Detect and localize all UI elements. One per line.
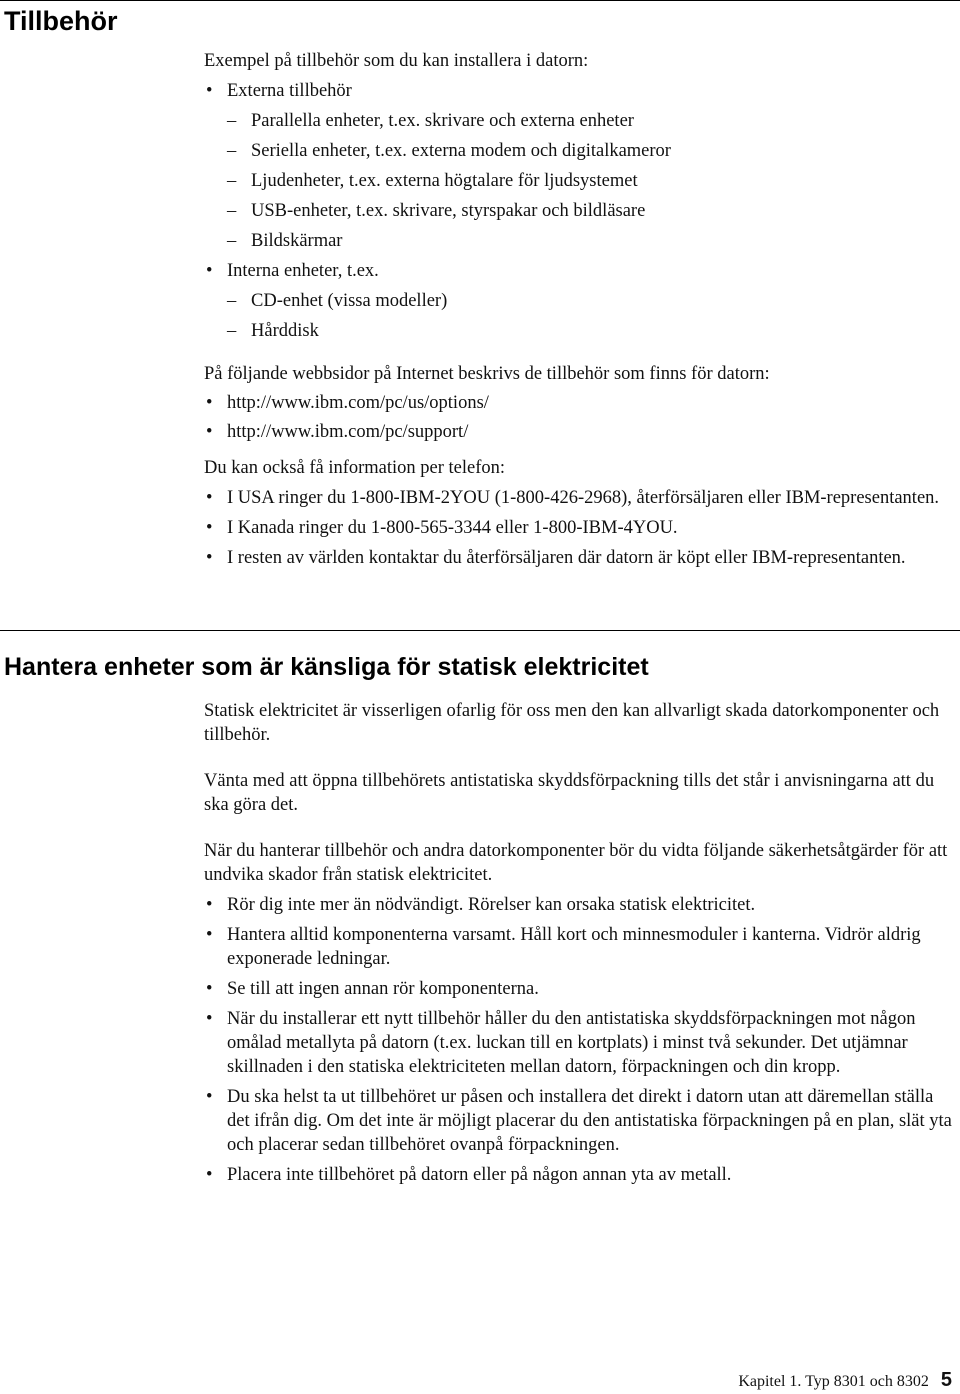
- bullet: •: [206, 393, 213, 413]
- sub-item-external: [204, 169, 956, 193]
- precaution-text: Du ska helst ta ut tillbehöret ur påsen och installera det direkt i datorn utan att däremellan ställa det ifrån dig. Om det inte är möjligt placerar du den antistatiska förpackningen på en plan, slät yta och placerar sedan tillbehöret ovanpå förpackningen.: [227, 1087, 952, 1155]
- external-label: Externa tillbehör: [227, 81, 352, 101]
- sub-item-external: [204, 199, 956, 223]
- bullet: •: [206, 81, 213, 101]
- web-intro-text: På följande webbsidor på Internet beskrivs de tillbehör som finns för datorn:: [204, 364, 770, 384]
- bullet: •: [206, 895, 213, 915]
- phone-item-text: I resten av världen kontaktar du återförsäljaren där datorn är köpt eller IBM-representanten.: [227, 548, 906, 568]
- paragraph: Vänta med att öppna tillbehörets antistatiska skyddsförpackning tills det står i anvisningarna att du ska göra det.: [204, 771, 935, 815]
- list-item-precaution: [204, 923, 956, 971]
- bullet: •: [206, 1009, 213, 1029]
- web-link[interactable]: http://www.ibm.com/pc/us/options/: [227, 393, 489, 413]
- sub-item-external: [204, 109, 956, 133]
- heading-rule-statisk: [0, 630, 960, 631]
- sub-item-text: Seriella enheter, t.ex. externa modem och digitalkameror: [251, 141, 671, 161]
- bullet: •: [206, 1165, 213, 1185]
- dash: –: [227, 231, 237, 251]
- dash: –: [227, 141, 237, 161]
- section-heading: Hantera enheter som är känsliga för statisk elektricitet: [4, 653, 649, 681]
- list-item-phone: [204, 516, 956, 540]
- bullet: •: [206, 518, 213, 538]
- heading-rule-tillbehor: [0, 0, 960, 1]
- list-item-precaution: [204, 1085, 956, 1157]
- bullet: •: [206, 979, 213, 999]
- web-link[interactable]: http://www.ibm.com/pc/support/: [227, 422, 469, 442]
- list-item-internal: [204, 259, 956, 283]
- list-item-precaution: [204, 1163, 956, 1187]
- precaution-text: Hantera alltid komponenterna varsamt. Håll kort och minnesmoduler i kanterna. Vidrör aldrig exponerade ledningar.: [227, 925, 921, 969]
- dash: –: [227, 291, 237, 311]
- dash: –: [227, 201, 237, 221]
- bullet: •: [206, 488, 213, 508]
- dash: –: [227, 171, 237, 191]
- precaution-text: När du installerar ett nytt tillbehör håller du den antistatiska skyddsförpackningen mot någon omålad metallyta på datorn (t.ex. luckan till en kortplats) i minst två sekunder. Det utjämnar skillnaden i den statiska elektriciteten mellan datorn, förpackningen och din kropp.: [227, 1009, 916, 1077]
- page-number: 5: [940, 1369, 952, 1391]
- precaution-list: [204, 893, 956, 1187]
- list-item-phone: [204, 546, 956, 570]
- list-item-precaution: [204, 1007, 956, 1079]
- bullet: •: [206, 548, 213, 568]
- list-item-phone: [204, 486, 956, 510]
- precaution-text: Rör dig inte mer än nödvändigt. Rörelser kan orsaka statisk elektricitet.: [227, 895, 756, 915]
- sub-item-text: CD-enhet (vissa modeller): [251, 291, 448, 311]
- phone-item-text: I USA ringer du 1-800-IBM-2YOU (1-800-426-2968), återförsäljaren eller IBM-representanten.: [227, 488, 940, 508]
- list-item-link: [204, 391, 956, 415]
- sub-item-text: Ljudenheter, t.ex. externa högtalare för ljudsystemet: [251, 171, 638, 191]
- sub-item-text: Hårddisk: [251, 321, 319, 341]
- dash: –: [227, 321, 237, 341]
- paragraph: När du hanterar tillbehör och andra datorkomponenter bör du vidta följande säkerhetsåtgärder för att undvika skador från statisk elektricitet.: [204, 841, 948, 885]
- sub-item-text: Bildskärmar: [251, 231, 343, 251]
- accessory-list: [204, 79, 956, 343]
- bullet: •: [206, 261, 213, 281]
- dash: –: [227, 111, 237, 131]
- bullet: •: [206, 925, 213, 945]
- intro-text: Exempel på tillbehör som du kan installera i datorn:: [204, 51, 589, 71]
- sub-item-text: USB-enheter, t.ex. skrivare, styrspakar och bildläsare: [251, 201, 646, 221]
- list-item-link: [204, 420, 956, 444]
- bullet: •: [206, 422, 213, 442]
- page-title: Tillbehör: [4, 6, 118, 36]
- section-tillbehor: [204, 49, 956, 570]
- phone-list: [204, 486, 956, 570]
- internal-label: Interna enheter, t.ex.: [227, 261, 379, 281]
- list-item-external: [204, 79, 956, 103]
- precaution-text: Se till att ingen annan rör komponenterna.: [227, 979, 539, 999]
- chapter-label: Kapitel 1. Typ 8301 och 8302: [738, 1373, 929, 1390]
- sub-item-internal: [204, 319, 956, 343]
- sub-item-text: Parallella enheter, t.ex. skrivare och externa enheter: [251, 111, 634, 131]
- paragraph: Statisk elektricitet är visserligen ofarlig för oss men den kan allvarligt skada datorkomponenter och tillbehör.: [204, 701, 940, 745]
- sub-item-external: [204, 139, 956, 163]
- list-item-precaution: [204, 893, 956, 917]
- phone-intro-text: Du kan också få information per telefon:: [204, 458, 506, 478]
- sub-item-external: [204, 229, 956, 253]
- link-list: [204, 391, 956, 444]
- phone-item-text: I Kanada ringer du 1-800-565-3344 eller 1-800-IBM-4YOU.: [227, 518, 678, 538]
- page-footer: [738, 1369, 952, 1393]
- sub-item-internal: [204, 289, 956, 313]
- bullet: •: [206, 1087, 213, 1107]
- section-statisk: [204, 699, 956, 1187]
- precaution-text: Placera inte tillbehöret på datorn eller på någon annan yta av metall.: [227, 1165, 732, 1185]
- list-item-precaution: [204, 977, 956, 1001]
